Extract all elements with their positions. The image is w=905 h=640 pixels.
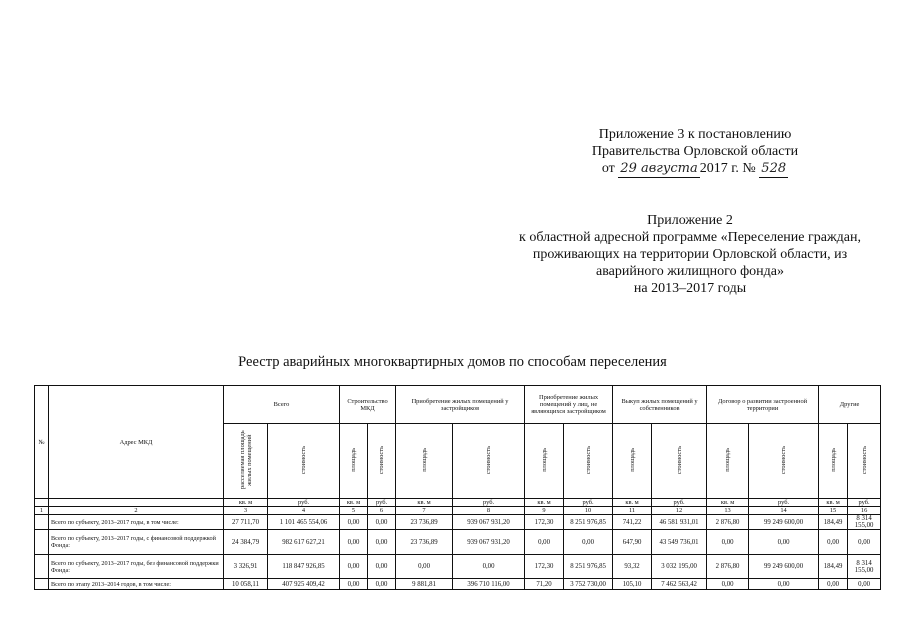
annex2-line2: к областной адресной программе «Переселение граждан,	[519, 230, 861, 245]
annex3-line1: Приложение 3 к постановлению	[598, 127, 792, 142]
register-title: Реестр аварийных многоквартирных домов по способам переселения	[238, 354, 667, 370]
table-cell: 0,00	[707, 530, 749, 555]
table-cell: 3 326,91	[224, 555, 268, 579]
row-label: Всего по этапу 2013–2014 годов, в том числе:	[49, 579, 224, 590]
sub-header-label: площадь	[350, 448, 358, 472]
table-cell: 939 067 931,20	[453, 515, 525, 530]
annex2-line4: аварийного жилищного фонда»	[596, 264, 784, 279]
annex3-prefix: от	[601, 161, 615, 176]
table-cell: 8 251 976,85	[564, 515, 613, 530]
sub-header-label: площадь	[540, 448, 548, 472]
unit-cell-area: кв. м	[613, 499, 652, 507]
sub-header-cost	[268, 424, 340, 499]
sub-header-area	[613, 424, 652, 499]
column-number-cell: 4	[268, 507, 340, 515]
table-cell: 118 847 926,85	[268, 555, 340, 579]
group-header-total: Всего	[224, 386, 340, 424]
table-cell: 23 736,89	[396, 515, 453, 530]
table-cell: 99 249 600,00	[749, 555, 819, 579]
table-cell: 43 549 736,01	[652, 530, 707, 555]
table-cell: 2 876,80	[707, 555, 749, 579]
table-cell: 184,49	[819, 555, 848, 579]
sub-header-label: стоимость	[584, 445, 592, 475]
table-cell: 0,00	[819, 530, 848, 555]
table-cell: 99 249 600,00	[749, 515, 819, 530]
table-cell: 396 710 116,00	[453, 579, 525, 590]
table-cell: 105,10	[613, 579, 652, 590]
column-number-cell: 6	[368, 507, 396, 515]
sub-header-area	[707, 424, 749, 499]
column-number-cell: 15	[819, 507, 848, 515]
table-cell: 8 314 155,00	[848, 555, 881, 579]
column-number-cell: 8	[453, 507, 525, 515]
unit-cell-area: кв. м	[707, 499, 749, 507]
col-address-header: Адрес МКД	[49, 386, 224, 499]
table-cell: 71,20	[525, 579, 564, 590]
annex3-line3	[540, 160, 850, 178]
column-number-cell: 7	[396, 507, 453, 515]
group-header-developer-purchase: Приобретение жилых помещений у застройщиков	[396, 386, 525, 424]
sub-header-label: стоимость	[780, 445, 788, 475]
table-cell: 10 058,11	[224, 579, 268, 590]
table-cell: 27 711,70	[224, 515, 268, 530]
table-cell: 0,00	[749, 530, 819, 555]
table-cell: 172,30	[525, 555, 564, 579]
annex3-year: 2017 г. №	[699, 161, 756, 176]
unit-cell-area: кв. м	[819, 499, 848, 507]
sub-header-label: площадь	[829, 448, 837, 472]
table-cell: 2 876,80	[707, 515, 749, 530]
table-cell: 0,00	[749, 579, 819, 590]
sub-header-area	[819, 424, 848, 499]
sub-header-label: стоимость	[485, 445, 493, 475]
table-cell: 184,49	[819, 515, 848, 530]
column-number-cell: 3	[224, 507, 268, 515]
annex2-header	[480, 212, 900, 297]
sub-header-label: стоимость	[860, 445, 868, 475]
sub-header-label: площадь	[628, 448, 636, 472]
table-row	[35, 530, 881, 555]
table-cell: 0,00	[368, 579, 396, 590]
sub-header-area	[224, 424, 268, 499]
table-cell: 0,00	[848, 530, 881, 555]
annex2-line5: на 2013–2017 годы	[633, 281, 747, 296]
sub-header-label: стоимость	[378, 445, 386, 475]
column-number-cell: 10	[564, 507, 613, 515]
group-header-construction: Строительство МКД	[340, 386, 396, 424]
table-cell: 46 581 931,01	[652, 515, 707, 530]
table-cell: 0,00	[368, 530, 396, 555]
table-cell: 3 032 195,00	[652, 555, 707, 579]
column-number-cell: 9	[525, 507, 564, 515]
table-cell: 0,00	[396, 555, 453, 579]
table-cell: 647,90	[613, 530, 652, 555]
unit-cell-rub: руб.	[453, 499, 525, 507]
column-number-cell: 11	[613, 507, 652, 515]
row-label: Всего по субъекту, 2013–2017 годы, без финансовой поддержки Фонда:	[49, 555, 224, 579]
table-cell: 1 101 465 554,06	[268, 515, 340, 530]
unit-cell-rub: руб.	[749, 499, 819, 507]
column-number-cell: 5	[340, 507, 368, 515]
table-cell: 8 314 155,00	[848, 515, 881, 530]
table-cell: 741,22	[613, 515, 652, 530]
sub-header-label: площадь	[724, 448, 732, 472]
table-cell: 0,00	[453, 555, 525, 579]
col-no-header: №	[35, 386, 49, 499]
register-table	[34, 385, 881, 590]
table-cell: 0,00	[340, 579, 368, 590]
table-cell: 93,32	[613, 555, 652, 579]
table-cell: 9 881,81	[396, 579, 453, 590]
annex2-line1: Приложение 2	[647, 213, 733, 228]
table-cell: 0,00	[368, 555, 396, 579]
sub-header-cost	[453, 424, 525, 499]
sub-header-cost	[749, 424, 819, 499]
sub-header-area	[525, 424, 564, 499]
table-row	[35, 579, 881, 590]
group-header-other: Другие	[819, 386, 881, 424]
unit-cell-area: кв. м	[340, 499, 368, 507]
table-cell: 3 752 730,00	[564, 579, 613, 590]
table-cell: 0,00	[848, 579, 881, 590]
table-row	[35, 515, 881, 530]
table-cell: 8 251 976,85	[564, 555, 613, 579]
group-header-development-contract: Договор о развитии застроенной территории	[707, 386, 819, 424]
table-cell: 982 617 627,21	[268, 530, 340, 555]
sub-header-label: площадь	[420, 448, 428, 472]
sub-header-cost	[848, 424, 881, 499]
sub-header-area	[396, 424, 453, 499]
handwritten-number: 528	[761, 161, 787, 176]
table-cell: 172,30	[525, 515, 564, 530]
unit-cell-rub: руб.	[848, 499, 881, 507]
unit-row	[35, 499, 881, 507]
group-header-nondeveloper-purchase: Приобретение жилых помещений у лиц, не являющихся застройщиком	[525, 386, 613, 424]
unit-cell-rub: руб.	[368, 499, 396, 507]
row-number-cell	[35, 555, 49, 579]
table-cell: 0,00	[564, 530, 613, 555]
unit-cell-rub: руб.	[268, 499, 340, 507]
sub-header-cost	[652, 424, 707, 499]
sub-header-label: стоимость	[675, 445, 683, 475]
row-number-cell	[35, 515, 49, 530]
header-group-row	[35, 386, 881, 424]
sub-header-label: стоимость	[300, 445, 307, 475]
table-cell: 0,00	[707, 579, 749, 590]
table-cell: 939 067 931,20	[453, 530, 525, 555]
table-cell: 0,00	[819, 579, 848, 590]
unit-cell-rub: руб.	[564, 499, 613, 507]
table-cell: 0,00	[340, 530, 368, 555]
annex2-line3: проживающих на территории Орловской области, из	[532, 247, 848, 262]
row-number-cell	[35, 530, 49, 555]
column-number-cell: 16	[848, 507, 881, 515]
row-label: Всего по субъекту, 2013–2017 годы, с финансовой поддержкой Фонда:	[49, 530, 224, 555]
column-number-cell: 13	[707, 507, 749, 515]
column-number-cell: 2	[49, 507, 224, 515]
unit-cell-rub: руб.	[652, 499, 707, 507]
table-cell: 24 384,79	[224, 530, 268, 555]
table-cell: 7 462 563,42	[652, 579, 707, 590]
sub-header-area	[340, 424, 368, 499]
column-number-cell: 12	[652, 507, 707, 515]
annex3-header	[540, 126, 850, 178]
sub-header-label: расселяемая площадь жилых помещений	[238, 430, 253, 490]
table-cell: 0,00	[525, 530, 564, 555]
unit-cell-empty	[49, 499, 224, 507]
column-number-cell: 14	[749, 507, 819, 515]
group-header-buyout: Выкуп жилых помещений у собственников	[613, 386, 707, 424]
column-number-cell: 1	[35, 507, 49, 515]
table-cell: 0,00	[340, 515, 368, 530]
unit-cell-area: кв. м	[224, 499, 268, 507]
table-cell: 0,00	[368, 515, 396, 530]
handwritten-date: 29 августа	[620, 161, 698, 176]
sub-header-cost	[564, 424, 613, 499]
column-number-row	[35, 507, 881, 515]
table-cell: 407 925 409,42	[268, 579, 340, 590]
row-number-cell	[35, 579, 49, 590]
table-row	[35, 555, 881, 579]
annex3-line2: Правительства Орловской области	[591, 144, 799, 159]
sub-header-cost	[368, 424, 396, 499]
table-cell: 0,00	[340, 555, 368, 579]
unit-cell-area: кв. м	[525, 499, 564, 507]
unit-cell-area: кв. м	[396, 499, 453, 507]
unit-cell-empty	[35, 499, 49, 507]
table-cell: 23 736,89	[396, 530, 453, 555]
row-label: Всего по субъекту, 2013–2017 годы, в том числе:	[49, 515, 224, 530]
